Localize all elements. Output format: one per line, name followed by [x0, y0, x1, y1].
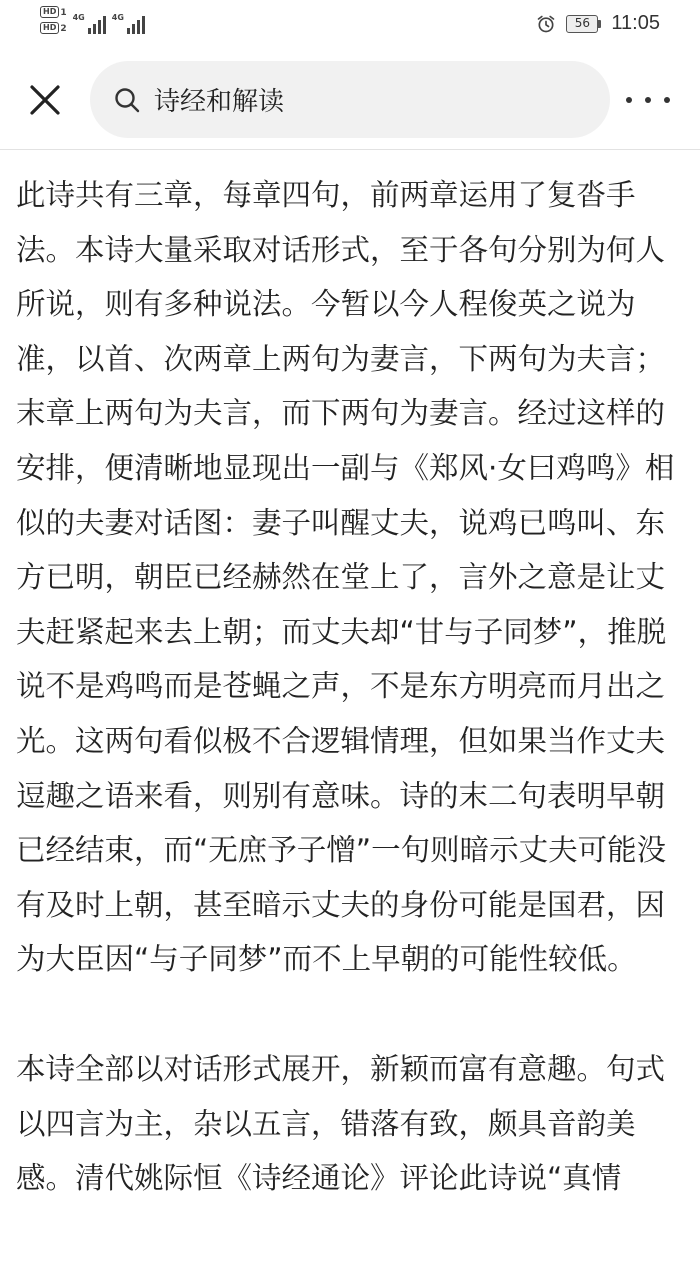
signal-bar [142, 16, 145, 34]
status-left [40, 6, 145, 34]
signal-bar [93, 24, 96, 34]
sim1-signal-icon [73, 10, 106, 34]
hd1-indicator [40, 6, 67, 18]
more-options-button[interactable] [626, 88, 670, 112]
sim1-label: 4G [72, 13, 85, 22]
battery-level: 56 [566, 15, 598, 33]
search-query-text: 诗经和解读 [154, 87, 285, 117]
article-content [16, 168, 684, 1206]
hd-indicators [40, 6, 67, 34]
status-bar [0, 0, 700, 50]
hd2-label: HD [40, 22, 59, 34]
search-icon [114, 87, 140, 113]
article-paragraph-2: 本诗全部以对话形式展开，新颖而富有意趣。句式以四言为主，杂以五言，错落有致，颇具音韵美感。清代姚际恒《诗经通论》评论此诗说“真情 [16, 1051, 666, 1196]
signal-bar [132, 24, 135, 34]
close-button[interactable] [22, 78, 68, 122]
signal-bar [103, 16, 106, 34]
signal-bar [127, 28, 130, 34]
status-time: 11:05 [611, 12, 660, 34]
sim2-signal-icon [112, 10, 145, 34]
more-dot [664, 97, 670, 103]
nav-bar [0, 50, 700, 150]
search-input[interactable] [90, 61, 610, 138]
more-dot [626, 97, 632, 103]
close-icon [28, 83, 62, 117]
more-dot [645, 97, 651, 103]
hd1-sub: 1 [60, 8, 67, 18]
status-right [536, 12, 660, 35]
signal-bar [98, 20, 101, 34]
hd2-sub: 2 [60, 24, 67, 34]
article-paragraph-1: 此诗共有三章，每章四句，前两章运用了复沓手法。本诗大量采取对话形式，至于各句分别为何人所说，则有多种说法。今暂以今人程俊英之说为准，以首、次两章上两句为妻言，下两句为夫言；末章上两句为夫言，而下两句为妻言。经过这样的安排，便清晰地显现出一副与《郑风·女曰鸡鸣》相似的夫妻对话图：妻子叫醒丈夫，说鸡已鸣叫、东方已明，朝臣已经赫然在堂上了，言外之意是让丈夫赶紧起来去上朝；而丈夫却“甘与子同梦”，推脱说不是鸡鸣而是苍蝇之声，不是东方明亮而月出之光。这两句看似极不合逻辑情理，但如果当作丈夫逗趣之语来看，则别有意味。诗的末二句表明早朝已经结束，而“无庶予子憎”一句则暗示丈夫可能没有及时上朝，甚至暗示丈夫的身份可能是国君，因为大臣因“与子同梦”而不上早朝的可能性较低。 [16, 178, 675, 977]
signal-bar [88, 28, 91, 34]
sim2-label: 4G [111, 13, 124, 22]
signal-bar [137, 20, 140, 34]
hd2-indicator [40, 22, 67, 34]
battery-icon [566, 15, 601, 33]
alarm-icon [536, 14, 556, 34]
hd1-label: HD [40, 6, 59, 18]
battery-tip [598, 20, 601, 28]
